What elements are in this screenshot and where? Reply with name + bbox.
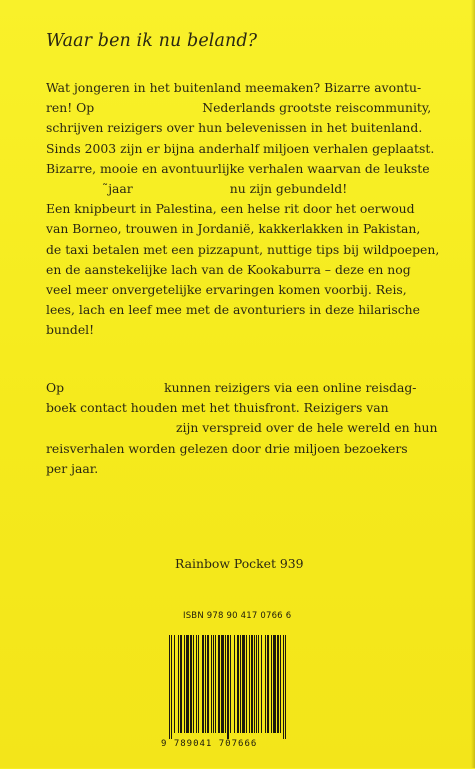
barcode-bar (234, 635, 235, 733)
text-line: Bizarre, mooie en avontuurlijke verhalen waarvan de leukste (46, 160, 430, 176)
cover-heading: Waar ben ik nu beland? (46, 31, 258, 51)
barcode-bar (271, 635, 272, 733)
barcode-bar (283, 635, 284, 739)
text-line: reisverhalen worden gelezen door drie miljoen bezoekers (46, 440, 408, 456)
text-line: ˜jaar nu zijn gebundeld! (102, 181, 348, 197)
info-paragraph (46, 378, 438, 479)
barcode-bar (202, 635, 204, 733)
barcode-bar (261, 635, 262, 733)
barcode-bar (251, 635, 253, 733)
text-line: Een knipbeurt in Palestina, een helse rit door het oerwoud (46, 201, 415, 217)
barcode-bar (205, 635, 206, 733)
barcode-bar (230, 635, 231, 733)
barcode-bar (254, 635, 255, 733)
barcode-bar (265, 635, 266, 733)
barcode-bar (267, 635, 269, 733)
barcode-bar (242, 635, 245, 733)
blurb-paragraph (46, 78, 440, 341)
text-line: Sinds 2003 zijn er bijna anderhalf miljoen verhalen geplaatst. (46, 140, 435, 156)
barcode-bar (190, 635, 192, 733)
barcode-bar (258, 635, 259, 733)
text-line: Wat jongeren in het buitenland meemaken? Bizarre avontu- (46, 80, 422, 95)
text-line: boek contact houden met het thuisfront. Reizigers van (46, 400, 389, 416)
barcode-bar (218, 635, 220, 733)
barcode-bar (213, 635, 214, 733)
barcode-bar (227, 635, 229, 739)
barcode-bar (285, 635, 286, 739)
text-line: zijn verspreid over de hele wereld en hun (176, 420, 438, 436)
barcode-bar (174, 635, 175, 733)
barcode-bar (215, 635, 216, 733)
barcode-bar (178, 635, 179, 733)
barcode-bar (169, 635, 170, 739)
text-line: veel meer onvergetelijke ervaringen komen voorbij. Reis, (46, 282, 407, 298)
text-line: en de aanstekelijke lach van de Kookaburra – deze en nog (46, 261, 411, 277)
text-line: de taxi betalen met een pizzapunt, nuttige tips bij wildpoepen, (46, 241, 440, 257)
barcode-bar (237, 635, 239, 733)
barcode-bar (246, 635, 247, 733)
barcode-bar (256, 635, 257, 733)
text-line: ren! Op Nederlands grootste reiscommunity, (46, 100, 432, 116)
text-line: Op kunnen reizigers via een online reisdag- (46, 380, 417, 395)
barcode-bars (167, 635, 289, 739)
barcode-bar (225, 635, 226, 733)
page-edge-shadow (471, 0, 475, 768)
barcode-bar (171, 635, 172, 739)
barcode (155, 607, 299, 769)
barcode-bar (221, 635, 224, 733)
barcode-bar (196, 635, 197, 733)
barcode-bar (184, 635, 185, 733)
barcode-bar (186, 635, 189, 733)
barcode-bar (280, 635, 281, 733)
barcode-bar (277, 635, 279, 733)
barcode-bar (207, 635, 209, 733)
barcode-bar (180, 635, 182, 733)
series-label: Rainbow Pocket 939 (175, 556, 304, 571)
text-line: bundel! (46, 322, 95, 338)
text-line: van Borneo, trouwen in Jordanië, kakkerlakken in Pakistan, (46, 221, 421, 237)
barcode-bar (240, 635, 241, 733)
text-line: lees, lach en leef mee met de avonturiers in deze hilarische (46, 302, 420, 318)
barcode-bar (198, 635, 199, 733)
isbn-label: ISBN 978 90 417 0766 6 (183, 611, 292, 621)
text-line: schrijven reizigers over hun belevenissen in het buitenland. (46, 120, 423, 136)
barcode-bar (211, 635, 212, 733)
text-line: per jaar. (46, 460, 99, 476)
barcode-bar (273, 635, 276, 733)
barcode-bar (193, 635, 194, 733)
barcode-digits: 9 789041 707666 (161, 739, 258, 749)
barcode-bar (249, 635, 250, 733)
